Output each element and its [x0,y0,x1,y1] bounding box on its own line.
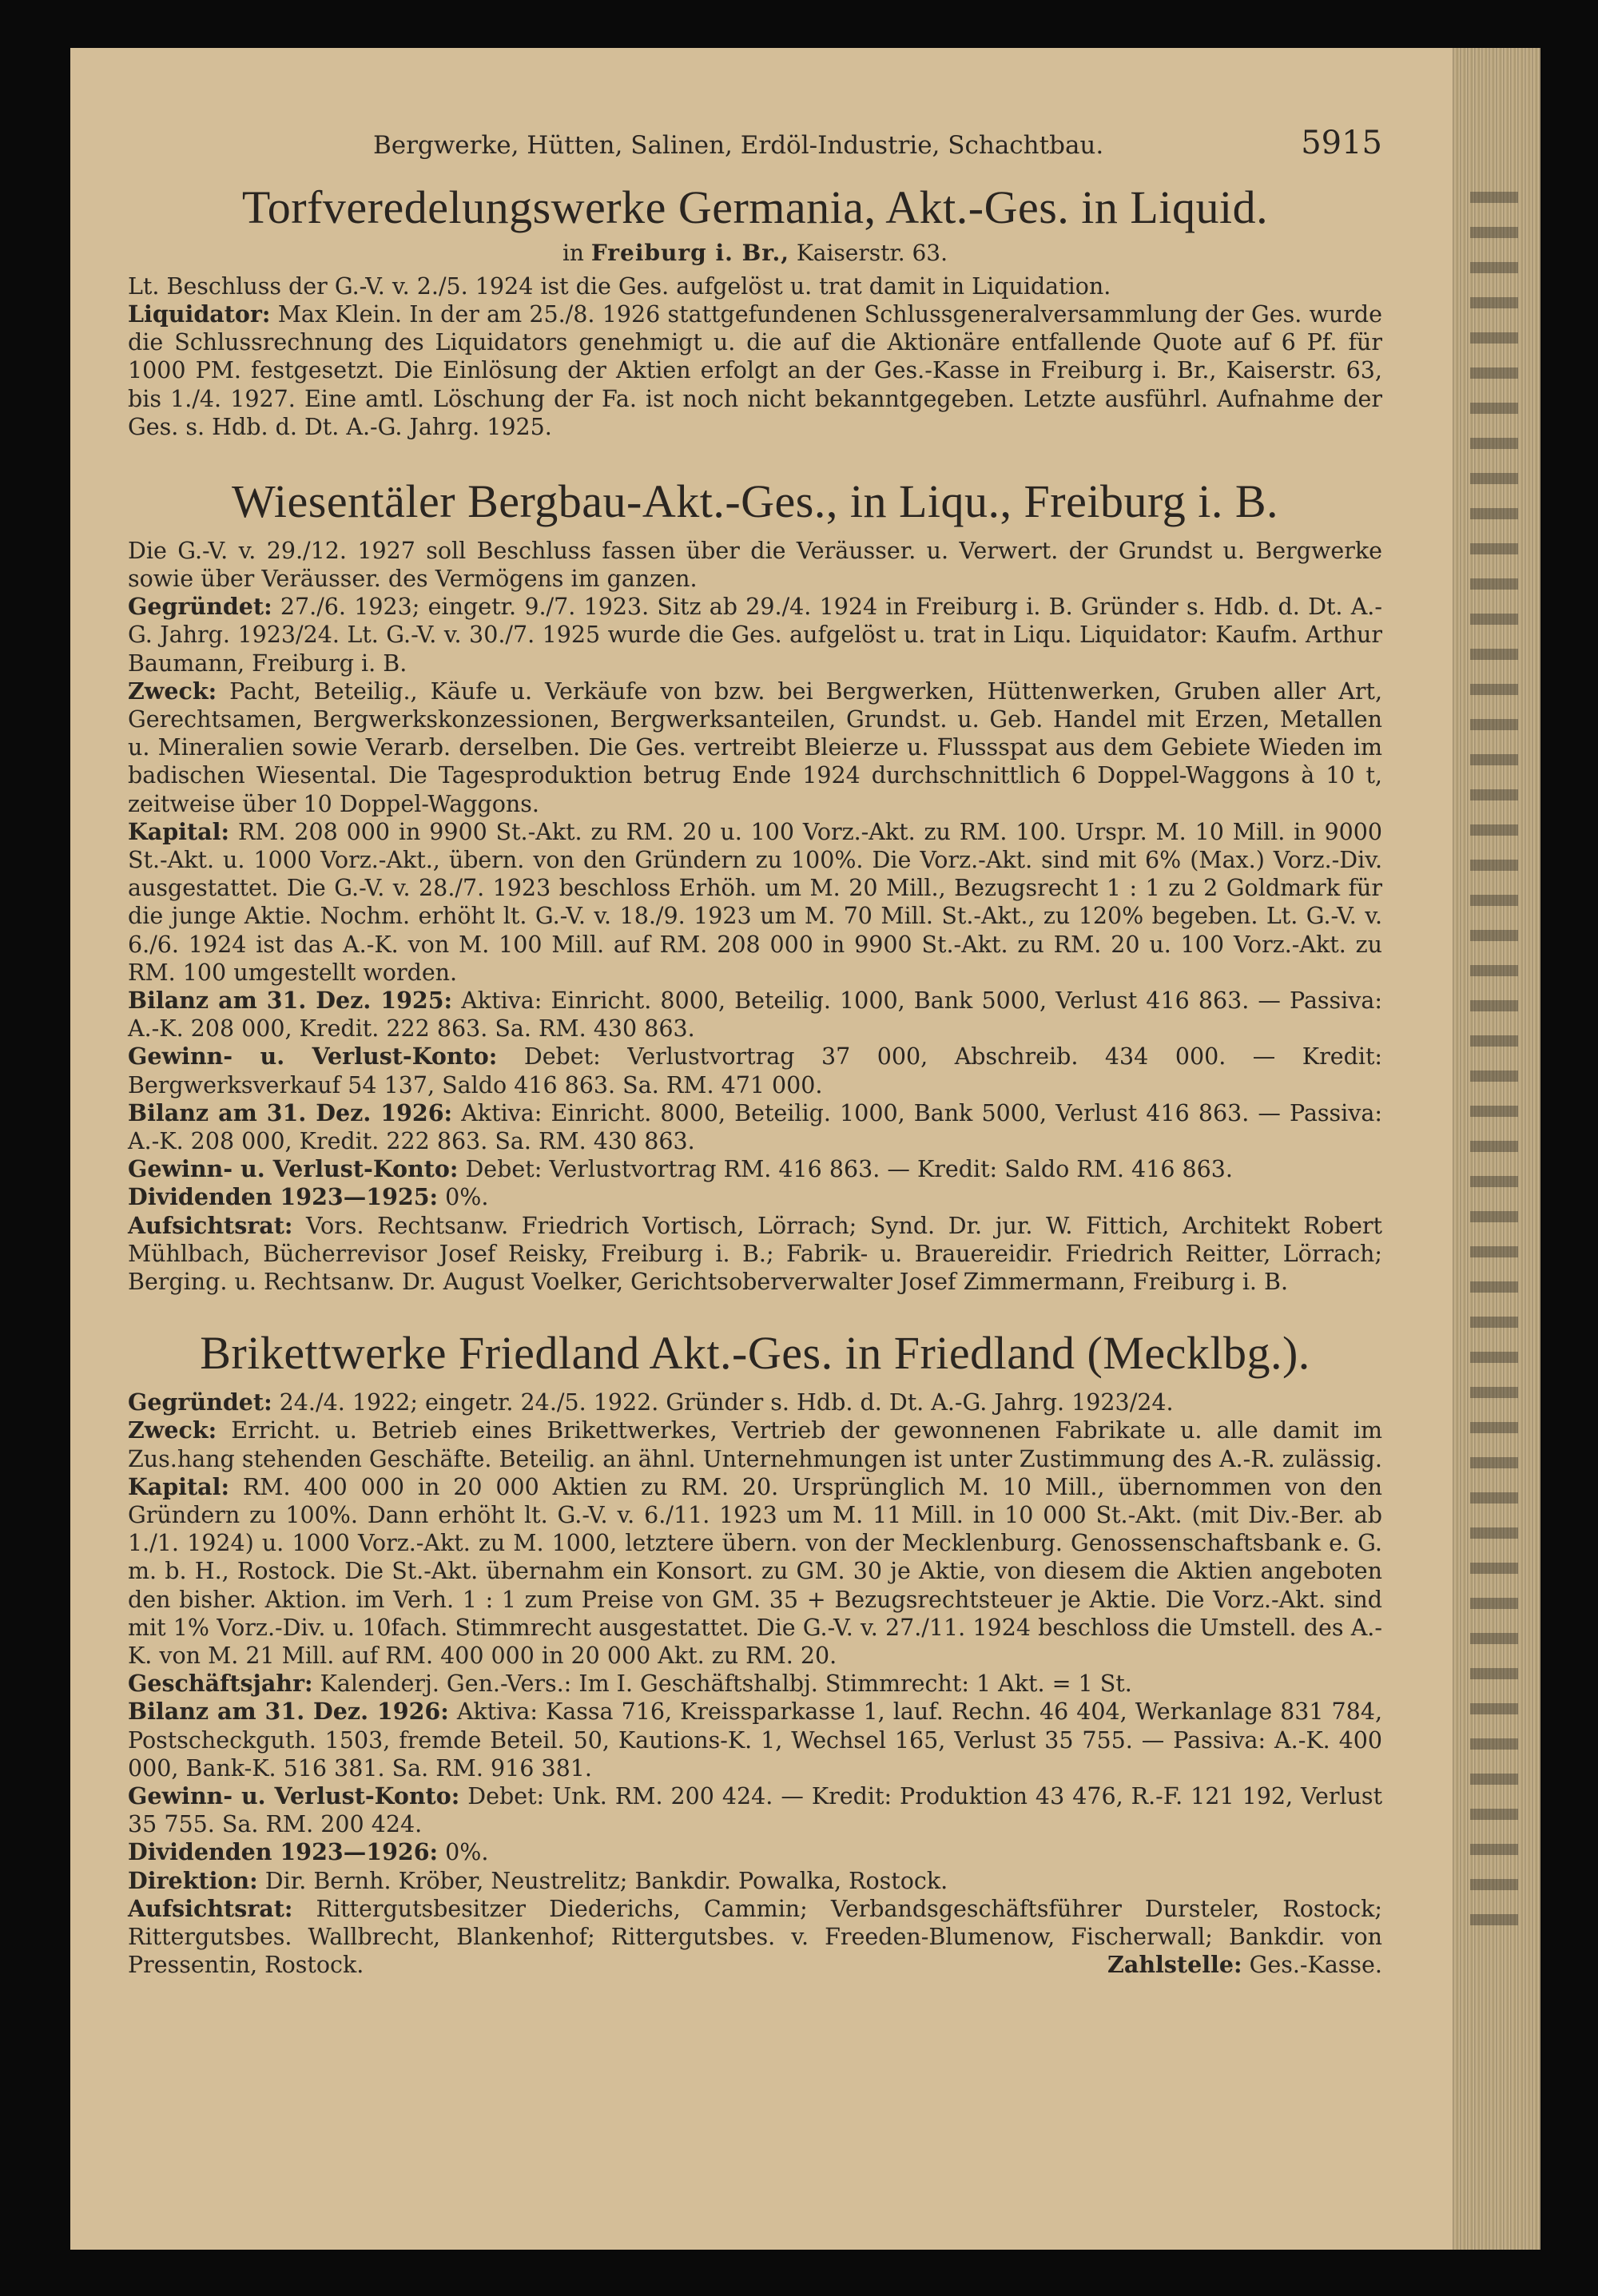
paragraph: Zweck: Pacht, Beteilig., Käufe u. Verkäufe von bzw. bei Bergwerken, Hüttenwerken, Gruben aller Art, Gerechtsamen, Bergwerkskonzessionen, Bergwerksanteilen, Grundst. u. Geb. Handel mit Erzen, Metallen u. Mineralien sowie Verarb. derselben. Die Ges. vertreibt Bleierze u. Flussspat aus dem Gebiete Wieden im badischen Wiesental. Die Tagesproduktion betrug Ende 1924 durchschnittlich 6 Doppel-Waggons à 10 t, zeitweise über 10 Doppel-Waggons. [128,677,1382,817]
book-page [70,48,1540,2250]
page-content [128,125,1382,1979]
zahlstelle: Zahlstelle: Ges.-Kasse. [1107,1951,1382,1979]
entry-title: Brikettwerke Friedland Akt.-Ges. in Friedland (Mecklbg.). [200,1327,1310,1380]
paragraph: Geschäftsjahr: Kalenderj. Gen.-Vers.: Im I. Geschäftshalbj. Stimmrecht: 1 Akt. = 1 St. [128,1670,1132,1698]
entry-subtitle: in Freiburg i. Br., Kaiserstr. 63. [562,239,948,266]
bleed-through-marks [1470,192,1518,1949]
entry-torfveredelungswerke [128,182,1382,441]
paragraph: Gegründet: 27./6. 1923; eingetr. 9./7. 1923. Sitz ab 29./4. 1924 in Freiburg i. B. Gründer s. Hdb. d. Dt. A.-G. Jahrg. 1923/24. Lt. G.-V. v. 30./7. 1925 wurde die Ges. aufgelöst u. trat in Liqu. Liquidator: Kaufm. Arthur Baumann, Freiburg i. B. [128,593,1382,677]
paragraph: Die G.-V. v. 29./12. 1927 soll Beschluss fassen über die Veräusser. u. Verwert. der Grundst u. Bergwerke sowie über Veräusser. des Vermögens im ganzen. [128,537,1382,593]
paragraph: Bilanz am 31. Dez. 1926: Aktiva: Kassa 716, Kreissparkasse 1, lauf. Rechn. 46 404, Werkanlage 831 784, Postscheckguth. 1503, fremde Beteil. 50, Kautions-K. 1, Wechsel 165, Verlust 35 755. — Passiva: A.-K. 400 000, Bank-K. 516 381. Sa. RM. 916 381. [128,1698,1383,1782]
paragraph: Gewinn- u. Verlust-Konto: Debet: Verlustvortrag 37 000, Abschreib. 434 000. — Kredit: Bergwerksverkauf 54 137, Saldo 416 863. Sa. RM. 471 000. [128,1043,1383,1098]
paragraph: Gewinn- u. Verlust-Konto: Debet: Unk. RM. 200 424. — Kredit: Produktion 43 476, R.-F. 121 192, Verlust 35 755. Sa. RM. 200 424. [128,1782,1383,1838]
paragraph: Direktion: Dir. Bernh. Kröber, Neustrelitz; Bankdir. Powalka, Rostock. [128,1866,948,1894]
entry-city: Freiburg i. Br., [590,239,789,266]
paragraph: Lt. Beschluss der G.-V. v. 2./5. 1924 ist die Ges. aufgelöst u. trat damit in Liquidation. [128,272,1111,300]
paragraph: Bilanz am 31. Dez. 1925: Aktiva: Einricht. 8000, Beteilig. 1000, Bank 5000, Verlust 416 863. — Passiva: A.-K. 208 000, Kredit. 222 863. Sa. RM. 430 863. [128,987,1382,1043]
entry-wiesentaeler [128,476,1382,1296]
paragraph: Kapital: RM. 208 000 in 9900 St.-Akt. zu RM. 20 u. 100 Vorz.-Akt. zu RM. 100. Urspr. M. 10 Mill. in 9000 St.-Akt. u. 1000 Vorz.-Akt., übern. von den Gründern zu 100%. Die Vorz.-Akt. sind mit 6% (Max.) Vorz.-Div. ausgestattet. Die G.-V. v. 28./7. 1923 beschloss Erhöh. um M. 20 Mill., Bezugsrecht 1 : 1 zu 2 Goldmark für die junge Aktie. Nochm. erhöht lt. G.-V. v. 18./9. 1923 um M. 70 Mill. St.-Akt., zu 120% begeben. Lt. G.-V. v. 6./6. 1924 ist das A.-K. von M. 100 Mill. auf RM. 208 000 in 9900 St.-Akt. zu RM. 20 u. 100 Vorz.-Akt. zu RM. 100 umgestellt worden. [128,817,1382,986]
paragraph: Aufsichtsrat: Vors. Rechtsanw. Friedrich Vortisch, Lörrach; Synd. Dr. jur. W. Fittich, Architekt Robert Mühlbach, Bücherrevisor Josef Reisky, Freiburg i. B.; Fabrik- u. Brauereidir. Friedrich Reitter, Lörrach; Berging. u. Rechtsanw. Dr. August Voelker, Gerichtsoberverwalter Josef Zimmermann, Freiburg i. B. [128,1211,1382,1296]
running-head [128,125,1382,161]
running-head-title: Bergwerke, Hütten, Salinen, Erdöl-Industrie, Schachtbau. [372,131,1104,160]
paragraph: Zweck: Erricht. u. Betrieb eines Brikettwerkes, Vertrieb der gewonnenen Fabrikate u. alle damit im Zus.hang stehenden Geschäfte. Beteilig. an ähnl. Unternehmungen ist unter Zustimmung des A.-R. zulässig. [128,1416,1382,1472]
entry-title: Wiesentäler Bergbau-Akt.-Ges., in Liqu., Freiburg i. B. [231,475,1279,528]
entry-brikettwerke-friedland [128,1328,1382,1979]
paragraph: Dividenden 1923—1926: 0%. [128,1838,489,1866]
entry-title: Torfveredelungswerke Germania, Akt.-Ges. in Liquid. [241,181,1269,233]
paragraph: Gewinn- u. Verlust-Konto: Debet: Verlustvortrag RM. 416 863. — Kredit: Saldo RM. 416 863. [128,1155,1233,1183]
paragraph: Bilanz am 31. Dez. 1926: Aktiva: Einricht. 8000, Beteilig. 1000, Bank 5000, Verlust 416 863. — Passiva: A.-K. 208 000, Kredit. 222 863. Sa. RM. 430 863. [128,1098,1382,1155]
paragraph: Aufsichtsrat: Rittergutsbesitzer Diederichs, Cammin; Verbandsgeschäftsführer Dursteler, Rostock; Rittergutsbes. Wallbrecht, Blankenhof; Rittergutsbes. v. Freeden-Blumenow, Fischerwall; Bankdir. von Pressentin, Rostock. Zahlstelle: Ges.-Kasse. [128,1894,1382,1979]
paragraph: Kapital: RM. 400 000 in 20 000 Aktien zu RM. 20. Ursprünglich M. 10 Mill., übernommen von den Gründern zu 100%. Dann erhöht lt. G.-V. v. 6./11. 1923 um M. 11 Mill. in 10 000 St.-Akt. (mit Div.-Ber. ab 1./1. 1924) u. 1000 Vorz.-Akt. zu M. 1000, letztere übern. von der Mecklenburg. Genossenschaftsbank e. G. m. b. H., Rostock. Die St.-Akt. übernahm ein Konsort. zu GM. 30 je Aktie, von diesem die Aktien angeboten den bisher. Aktion. im Verh. 1 : 1 zum Preise von GM. 35 + Bezugsrechtsteuer je Aktie. Die Vorz.-Akt. sind mit 1% Vorz.-Div. u. 10fach. Stimmrecht ausgestattet. Die G.-V. v. 27./11. 1924 beschloss die Umstell. des A.-K. von M. 21 Mill. auf RM. 400 000 in 20 000 Akt. zu RM. 20. [128,1472,1382,1669]
paragraph: Dividenden 1923—1925: 0%. [128,1183,489,1211]
paragraph: Gegründet: 24./4. 1922; eingetr. 24./5. 1922. Gründer s. Hdb. d. Dt. A.-G. Jahrg. 1923/24. [128,1388,1174,1416]
page-number: 5915 [1301,125,1382,161]
paragraph: Liquidator: Max Klein. In der am 25./8. 1926 stattgefundenen Schlussgeneralversammlung der Ges. wurde die Schlussrechnung des Liquidators genehmigt u. die auf die Aktionäre entfallende Quote auf 6 Pf. für 1000 PM. festgesetzt. Die Einlösung der Aktien erfolgt an der Ges.-Kasse in Freiburg i. Br., Kaiserstr. 63, bis 1./4. 1927. Eine amtl. Löschung der Fa. ist noch nicht bekanntgegeben. Letzte ausführl. Aufnahme der Ges. s. Hdb. d. Dt. A.-G. Jahrg. 1925. [128,300,1382,440]
